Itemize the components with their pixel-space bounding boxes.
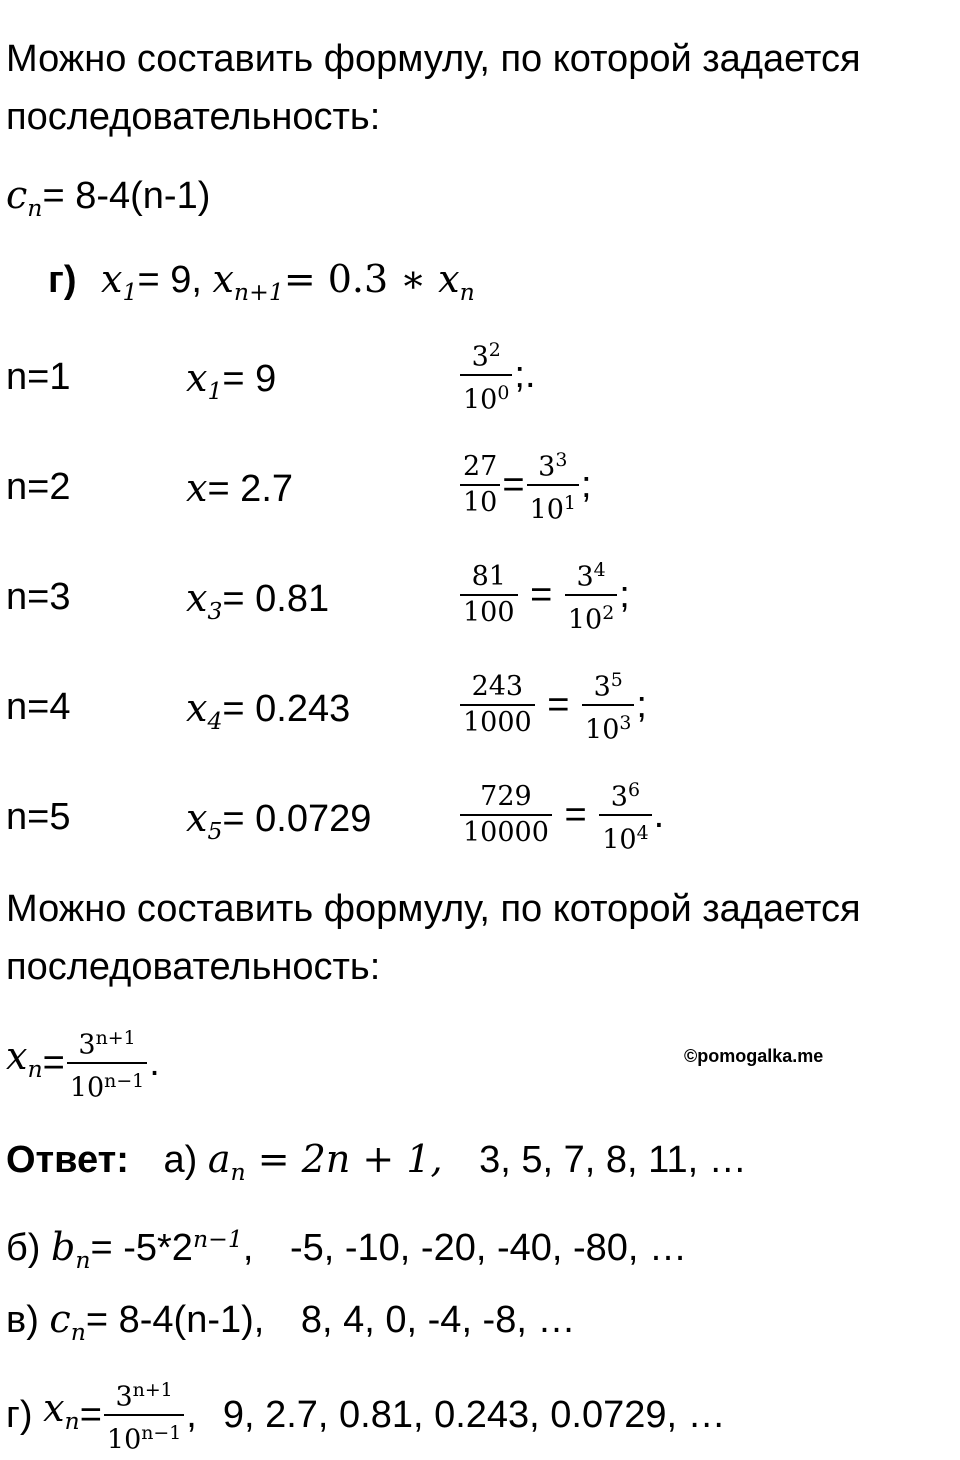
intro-text-1: Можно составить формулу, по которой задается последовательность: [6, 38, 861, 138]
intro-text-2: Можно составить формулу, по которой задается последовательность: [6, 888, 861, 988]
part-g-label: г) [48, 259, 77, 301]
answer-c: в) $c_n= 8-4(n-1)$, 8, 4, 0, -4, -8, … [6, 1297, 576, 1347]
watermark: ©pomogalka.me [684, 1046, 824, 1066]
c-formula: $c_n= 8-4(n-1)$ [6, 173, 211, 223]
answer-a: Ответ: а) $a_n = 2n + 1$, 3, 5, 7, 8, 11, … [6, 1137, 747, 1187]
row-n3: n=3 $x_3= 0.81$ $\frac{81}{100}$ = $\frac{3^4}{10^2}$ ; [6, 558, 630, 636]
answer-d: г) $x_n$ = $\frac{3^{n+1}}{10^{n-1}}$ , 9, 2.7, 0.81, 0.243, 0.0729, … [6, 1378, 726, 1456]
answer-b: б) $b_n= -5*2^{n-1}$, -5, -10, -20, -40, -80, … [6, 1224, 688, 1275]
part-g-condition: г) $x_1= 9$, $x_{n+1}= 0.3$ ∗ $x_n$ [48, 257, 475, 307]
xn-formula: $x_n$ = $\frac{3^{n+1}}{10^{n-1}}$ . [6, 1026, 160, 1104]
answer-label: Ответ: [6, 1139, 129, 1181]
row-n4: n=4 $x_4= 0.243$ $\frac{243}{1000}$ = $\frac{3^5}{10^3}$ ; [6, 668, 647, 746]
row-n1: n=1 $x_1= 9$ $\frac{3^2}{10^0}$ ;. [6, 338, 536, 416]
row-n2: n=2 x= 2.7 $\frac{27}{10}$ = $\frac{3^3}{10^1}$ ; [6, 448, 592, 526]
row-n5: n=5 $x_5= 0.0729$ $\frac{729}{10000}$ = $\frac{3^6}{10^4}$ . [6, 778, 665, 856]
